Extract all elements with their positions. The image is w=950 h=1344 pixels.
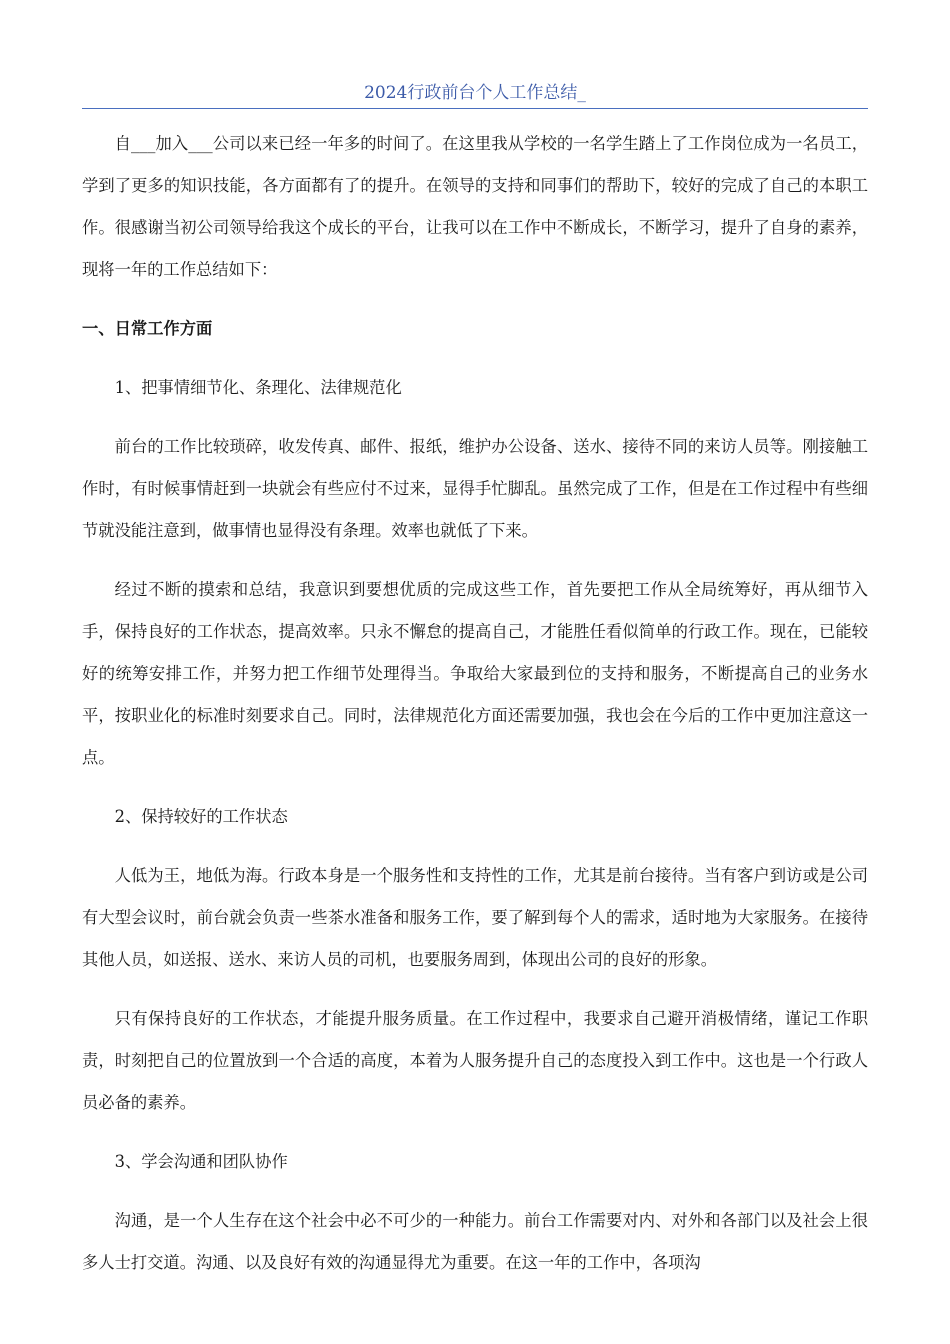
paragraph-improvement: 经过不断的摸索和总结，我意识到要想优质的完成这些工作，首先要把工作从全局统筹好，再从细节入手，保持良好的工作状态，提高效率。只永不懈怠的提高自己，才能胜任看似简单的行政工作。现在，已能较好的统筹安排工作，并努力把工作细节处理得当。争取给大家最到位的支持和服务，不断提高自己的业务水平，按职业化的标准时刻要求自己。同时，法律规范化方面还需要加强，我也会在今后的工作中更加注意这一点。 <box>82 580 868 767</box>
spacer <box>82 291 868 308</box>
subheading-detail-orientation: 1、把事情细节化、条理化、法律规范化 <box>114 378 402 397</box>
paragraph-front-desk-duties: 前台的工作比较琐碎，收发传真、邮件、报纸，维护办公设备、送水、接待不同的来访人员等。刚接触工作时，有时候事情赶到一块就会有些应付不过来，显得手忙脚乱。虽然完成了工作，但是在工作过程中有些细节就没能注意到，做事情也显得没有条理。效率也就低了下来。 <box>82 437 868 540</box>
paragraph-service: 人低为王，地低为海。行政本身是一个服务性和支持性的工作，尤其是前台接待。当有客户到访或是公司有大型会议时，前台就会负责一些茶水准备和服务工作，要了解到每个人的需求，适时地为大家服务。在接待其他人员，如送报、送水、来访人员的司机，也要服务周到，体现出公司的良好的形象。 <box>82 866 868 969</box>
paragraph-communication: 沟通，是一个人生存在这个社会中必不可少的一种能力。前台工作需要对内、对外和各部门以及社会上很多人士打交道。沟通、以及良好有效的沟通显得尤为重要。在这一年的工作中，各项沟 <box>82 1211 868 1272</box>
subheading-work-state: 2、保持较好的工作状态 <box>114 807 288 826</box>
spacer <box>82 409 868 426</box>
document-page <box>82 78 868 1284</box>
spacer <box>82 779 868 796</box>
subheading-communication: 3、学会沟通和团队协作 <box>114 1152 288 1171</box>
section-heading-daily-work: 一、日常工作方面 <box>82 319 213 338</box>
spacer <box>82 552 868 569</box>
spacer <box>82 1124 868 1141</box>
spacer <box>82 1183 868 1200</box>
document-title: 2024行政前台个人工作总结_ <box>82 78 868 109</box>
spacer <box>82 350 868 367</box>
paragraph-service-quality: 只有保持良好的工作状态，才能提升服务质量。在工作过程中，我要求自己避开消极情绪，谨记工作职责，时刻把自己的位置放到一个合适的高度，本着为人服务提升自己的态度投入到工作中。这也是一个行政人员必备的素养。 <box>82 1009 868 1112</box>
spacer <box>82 981 868 998</box>
intro-paragraph: 自___加入___公司以来已经一年多的时间了。在这里我从学校的一名学生踏上了工作岗位成为一名员工，学到了更多的知识技能，各方面都有了的提升。在领导的支持和同事们的帮助下，较好的完成了自己的本职工作。很感谢当初公司领导给我这个成长的平台，让我可以在工作中不断成长，不断学习，提升了自身的素养，现将一年的工作总结如下： <box>82 134 868 279</box>
spacer <box>82 838 868 855</box>
